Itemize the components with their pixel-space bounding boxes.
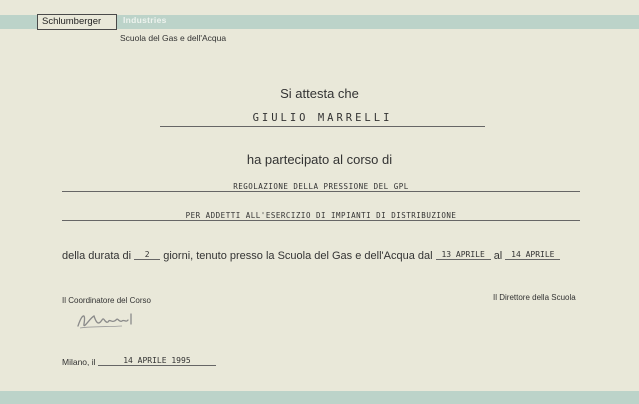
director-label: Il Direttore della Scuola (493, 293, 576, 302)
participant-name: GIULIO MARRELLI (252, 112, 393, 124)
coordinator-label: Il Coordinatore del Corso (62, 296, 151, 305)
coordinator-signature (74, 306, 144, 334)
course-line-1 (62, 191, 580, 192)
date-place-line (62, 356, 216, 367)
days-count: 2 (134, 250, 160, 260)
durata-mid: giorni, tenuto presso la Scuola del Gas e dell'Acqua dal (163, 250, 433, 262)
logo-tagline: Industries (123, 15, 167, 25)
issue-date: 14 APRILE 1995 (98, 356, 216, 366)
partecipato-text: ha partecipato al corso di (246, 152, 393, 167)
school-name: Scuola del Gas e dell'Acqua (120, 33, 227, 43)
duration-sentence (62, 250, 560, 262)
start-date: 13 APRILE (436, 250, 491, 260)
course-title-line-2: PER ADDETTI ALL'ESERCIZIO DI IMPIANTI DI DISTRIBUZIONE (185, 211, 457, 220)
durata-prefix: della durata di (62, 250, 132, 262)
course-title-line-1: REGOLAZIONE DELLA PRESSIONE DEL GPL (233, 182, 409, 191)
company-logo: Schlumberger (42, 16, 102, 27)
bottom-band (0, 391, 639, 404)
attesta-heading: Si attesta che (280, 86, 359, 101)
al-text: al (493, 250, 503, 262)
place-prefix: Milano, il (62, 357, 96, 367)
end-date: 14 APRILE (505, 250, 560, 260)
name-line (160, 126, 485, 127)
course-line-2 (62, 220, 580, 221)
